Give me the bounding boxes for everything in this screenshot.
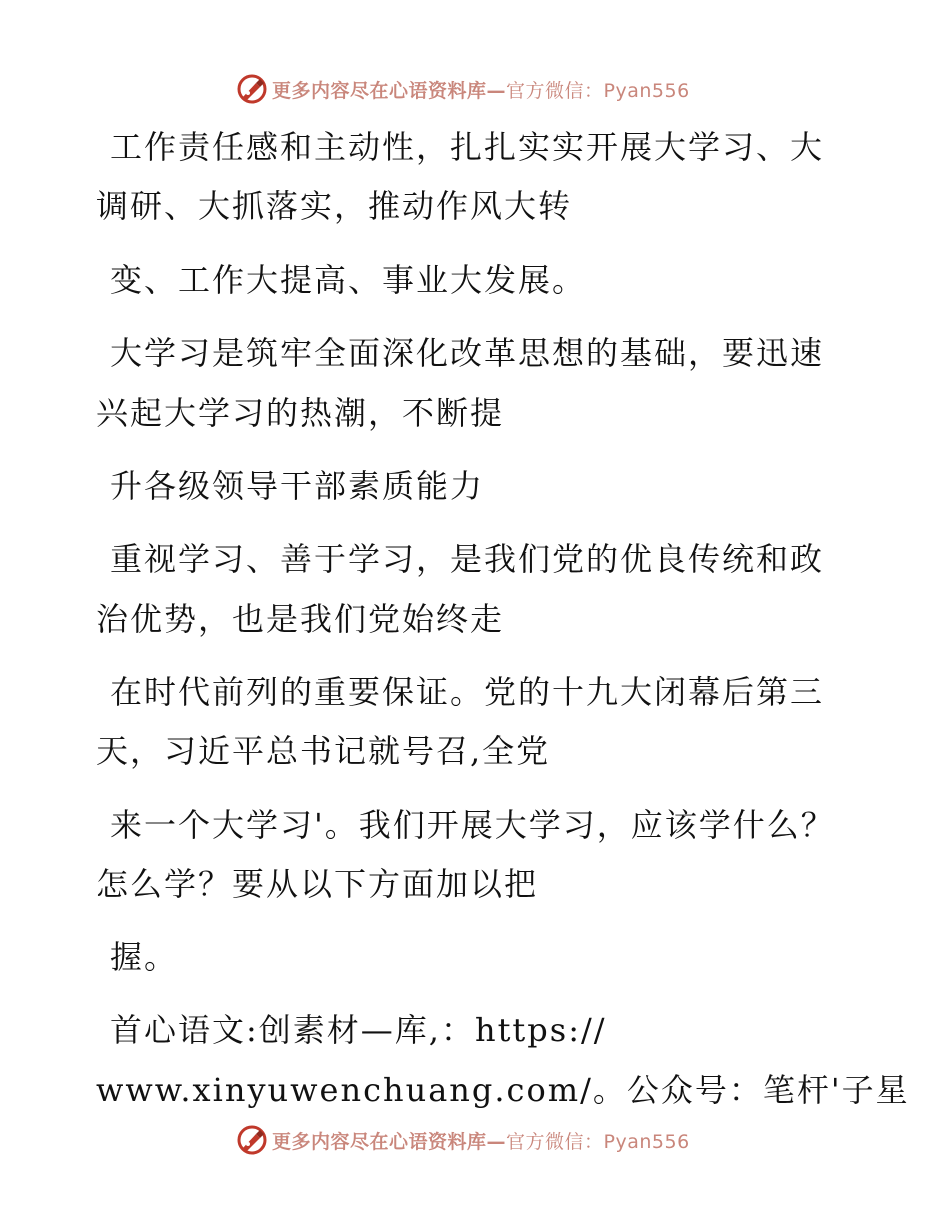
text-line: 怎么学？要从以下方面加以把	[96, 865, 539, 903]
pen-logo-icon	[236, 1124, 268, 1156]
banner-wechat: 官方微信：Pyan556	[506, 79, 690, 102]
text-line: 升各级领导干部素质能力	[110, 467, 485, 505]
text-line: 治优势，也是我们党始终走	[96, 600, 505, 638]
pen-logo-icon	[236, 73, 268, 105]
footer-watermark-banner	[236, 1123, 690, 1157]
text-line: 在时代前列的重要保证。党的十九大闭幕后第三	[110, 673, 825, 711]
text-line: 天，习近平总书记就号召,全党	[96, 732, 551, 770]
text-line: 握。	[110, 938, 179, 976]
text-line: 重视学习、善于学习，是我们党的优良传统和政	[110, 540, 825, 578]
text-line: 来一个大学习'。我们开展大学习，应该学什么？	[110, 806, 835, 844]
header-watermark-banner	[236, 72, 690, 106]
text-line: 兴起大学习的热潮，不断提	[96, 394, 505, 432]
text-line: 变、工作大提高、事业大发展。	[110, 261, 587, 299]
banner-text: 更多内容尽在心语资料库—官方微信：Pyan556	[272, 1130, 690, 1153]
text-line: 调研、大抓落实，推动作风大转	[96, 187, 573, 225]
banner-wechat: 官方微信：Pyan556	[506, 1130, 690, 1153]
text-line: 首心语文:创素材—库,：https://	[110, 1011, 607, 1049]
text-line: www.xinyuwenchuang.com/。公众号：笔杆'子星	[96, 1071, 910, 1109]
text-line: 工作责任感和主动性，扎扎实实开展大学习、大	[110, 128, 825, 166]
banner-text: 更多内容尽在心语资料库—官方微信：Pyan556	[272, 79, 690, 102]
text-line: 大学习是筑牢全面深化改革思想的基础，要迅速	[110, 334, 825, 372]
